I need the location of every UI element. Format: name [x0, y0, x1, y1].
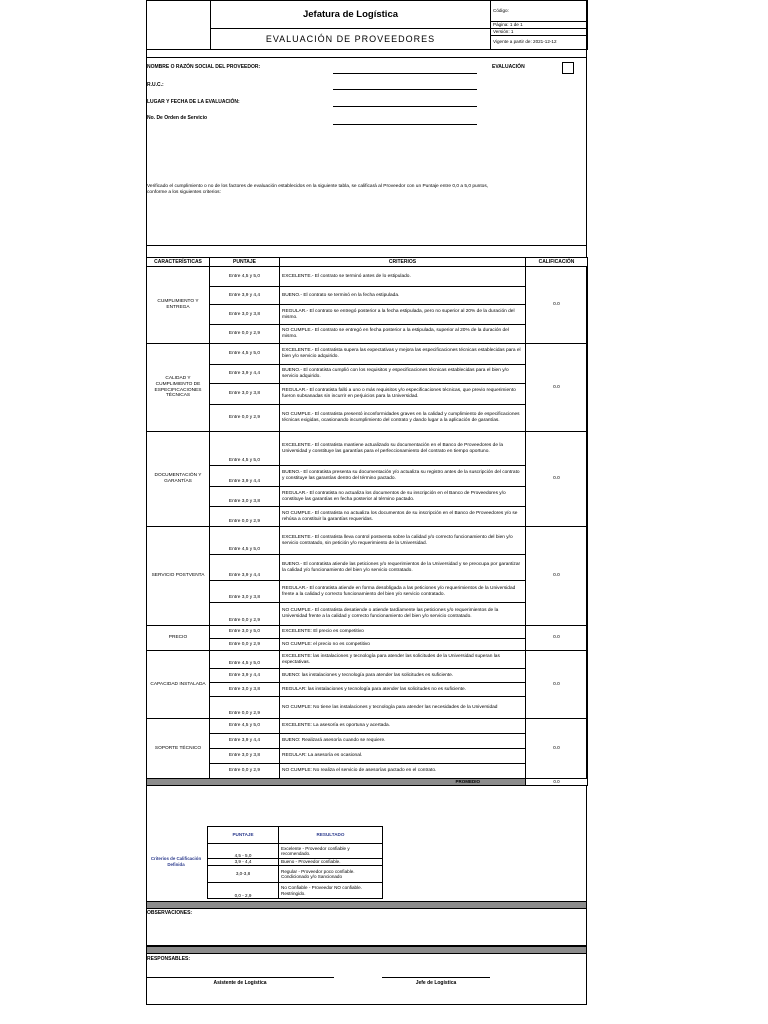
criteria-text: EXCELENTE.- El contratista mantiene actualizado su documentación en el Banco de Proveedores de la Universidad y constituye las garantías para el perfeccionamiento del contrato en tiempo oportuno. [280, 432, 526, 466]
criteria-text: EXCELENTE.- El contratista lleva control postventa sobre la calidad y/o correcto funcionamiento del bien y/o servicio contratado, sin petición y/o requerimiento de la Universidad. [280, 527, 526, 555]
score-cell[interactable]: 0.0 [526, 719, 588, 779]
criteria-row [147, 683, 588, 697]
points-range: Entre 3,0 y 5,0 [210, 626, 280, 639]
meta-version: Versión: 1 [491, 29, 588, 36]
score-cell[interactable]: 0.0 [526, 267, 588, 344]
points-range: Entre 0,0 y 2,9 [210, 603, 280, 626]
criteria-text: EXCELENTE: El precio es competitivo [280, 626, 526, 639]
criteria-text: BUENO.- El contratista atiende las peticiones y/o requerimientos de la Universidad y se preocupa por garantizar la calidad y/o funcionamiento del bien y/o servicio contratado. [280, 555, 526, 581]
supplier-label: NOMBRE O RAZÓN SOCIAL DEL PROVEEDOR: [147, 64, 261, 70]
ruc-input-line[interactable] [333, 89, 477, 90]
signature-line-chief [382, 977, 490, 978]
criteria-text: NO CUMPLE.- El contratista presentó inconformidades graves en la calidad y cumplimiento de especificaciones técnicas exigidas, ocasionando incumplimiento del contrato y dando lugar a la aplicación de garantías. [280, 405, 526, 432]
form-bottom-line [146, 245, 587, 246]
points-range: Entre 0,0 y 2,9 [210, 764, 280, 779]
criteria-text: NO CUMPLE: No realiza el servicio de asesorías pactado en el contrato. [280, 764, 526, 779]
points-range: Entre 3,0 y 3,8 [210, 305, 280, 325]
logo-cell [147, 1, 211, 50]
meta-valid-from: Vigente a partir de: 2021-12-12 [491, 36, 588, 50]
criteria-row [147, 651, 588, 669]
responsibles-band [146, 946, 587, 954]
criteria-row [147, 749, 588, 764]
legend-result: Bueno - Proveedor confiable. [279, 859, 383, 866]
criteria-text: REGULAR.- El contratista atiende en forma desobligada a las peticiones y/o requerimientos de la Universidad frente a la calidad y correcto funcionamiento del bien y/o servicio contratado. [280, 581, 526, 603]
criteria-row [147, 405, 588, 432]
points-range: Entre 0,0 y 2,9 [210, 405, 280, 432]
document-header [146, 0, 588, 50]
points-range: Entre 4,5 y 5,0 [210, 719, 280, 734]
criteria-text: EXCELENTE.- El contrato se terminó antes de lo estipulado. [280, 267, 526, 287]
criteria-text: EXCELENTE: las instalaciones y tecnología para atender las solicitudes de la Universidad superan las expectativas. [280, 651, 526, 669]
criteria-row [147, 466, 588, 487]
observations-label: OBSERVACIONES: [147, 910, 193, 916]
instructions-note: Verificado el cumplimiento o no de los factores de evaluación establecidos en la siguiente tabla, se calificará al Proveedor con un Puntaje entre 0,0 a 5,0 puntos, conforme a los siguientes criterios: [147, 184, 489, 196]
legend-title: Criterios de Calificación Definida [150, 856, 202, 867]
points-range: Entre 3,9 y 4,4 [210, 669, 280, 683]
criteria-text: EXCELENTE.- El contratista supera las expectativas y mejora las especificaciones técnicas establecidas para el bien y/o servicio adquirido. [280, 344, 526, 365]
points-range: Entre 3,9 y 4,4 [210, 734, 280, 749]
service-order-label: No. De Orden de Servicio [147, 115, 208, 121]
criteria-row [147, 581, 588, 603]
criteria-row [147, 365, 588, 384]
average-label: PROMEDIO [147, 779, 526, 786]
header-subtitle: EVALUACIÓN DE PROVEEDORES [211, 29, 491, 50]
points-range: Entre 3,9 y 4,4 [210, 287, 280, 305]
characteristic-name: CUMPLIMIENTO Y ENTREGA [147, 267, 210, 344]
points-range: Entre 3,9 y 4,4 [210, 365, 280, 384]
criteria-text: EXCELENTE: La asesoría es oportuna y acertada. [280, 719, 526, 734]
signature-line-assistant [146, 977, 334, 978]
criteria-text: REGULAR: La asesoría es ocasional. [280, 749, 526, 764]
evaluation-checkbox[interactable] [562, 62, 574, 74]
score-cell[interactable]: 0.0 [526, 432, 588, 527]
score-cell[interactable]: 0.0 [526, 626, 588, 651]
points-range: Entre 3,9 y 4,4 [210, 555, 280, 581]
criteria-row [147, 639, 588, 651]
criteria-text: NO CUMPLE.- El contratista desatiende o atiende tardíamente las peticiones y/o requerimientos de la Universidad frente a la calidad y correcto funcionamiento del bien y/o servicio contratado. [280, 603, 526, 626]
col-header-score: CALIFICACIÓN [526, 258, 588, 267]
criteria-row [147, 487, 588, 507]
criteria-text: NO CUMPLE: el precio no es competitivo [280, 639, 526, 651]
points-range: Entre 0,0 y 2,9 [210, 697, 280, 719]
criteria-row [147, 344, 588, 365]
criteria-row [147, 764, 588, 779]
criteria-row [147, 603, 588, 626]
score-cell[interactable]: 0.0 [526, 344, 588, 432]
criteria-row [147, 626, 588, 639]
score-cell[interactable]: 0.0 [526, 651, 588, 719]
legend-points: 3,9 - 4,4 [208, 859, 279, 866]
criteria-text: BUENO.- El contratista presenta su documentación y/o actualiza su registro antes de la suscripción del contrato y constituye las garantías dentro del término pactado. [280, 466, 526, 487]
points-range: Entre 0,0 y 2,9 [210, 507, 280, 527]
form-top-line [146, 57, 587, 58]
characteristic-name: PRECIO [147, 626, 210, 651]
service-order-input-line[interactable] [333, 124, 477, 125]
points-range: Entre 4,5 y 5,0 [210, 651, 280, 669]
meta-page: Página: 1 de 1 [491, 22, 588, 29]
criteria-row [147, 527, 588, 555]
legend-points: 0,0 - 2,9 [208, 883, 279, 899]
criteria-text: BUENO.- El contratista cumplió con los requisitos y especificaciones técnicas establecidas para el bien y/o servicio adquirido. [280, 365, 526, 384]
evaluation-table [146, 257, 588, 786]
criteria-text: REGULAR: las instalaciones y tecnología para atender las solicitudes no es suficiente. [280, 683, 526, 697]
observations-band [146, 901, 587, 909]
criteria-row [147, 384, 588, 405]
criteria-text: BUENO.- El contrato se terminó en la fecha estipulada. [280, 287, 526, 305]
header-title: Jefatura de Logística [211, 1, 491, 29]
average-row [147, 779, 588, 786]
legend-table [207, 826, 383, 899]
legend-points: 4,5 - 5,0 [208, 844, 279, 859]
criteria-text: NO CUMPLE.- El contrato se entregó en fecha posterior a la estipulada, superior al 20% de la duración del mismo. [280, 325, 526, 344]
points-range: Entre 4,5 y 5,0 [210, 344, 280, 365]
criteria-row [147, 432, 588, 466]
points-range: Entre 4,5 y 5,0 [210, 432, 280, 466]
criteria-row [147, 267, 588, 287]
points-range: Entre 3,0 y 3,8 [210, 749, 280, 764]
criteria-row [147, 325, 588, 344]
criteria-row [147, 555, 588, 581]
points-range: Entre 3,0 y 3,8 [210, 487, 280, 507]
characteristic-name: CAPACIDAD INSTALADA [147, 651, 210, 719]
criteria-row [147, 287, 588, 305]
place-date-input-line[interactable] [333, 106, 477, 107]
col-header-points: PUNTAJE [210, 258, 280, 267]
signer-chief: Jefe de Logística [415, 980, 457, 986]
responsibles-label: RESPONSABLES: [147, 956, 191, 962]
score-cell[interactable]: 0.0 [526, 527, 588, 626]
criteria-text: NO CUMPLE: No tiene las instalaciones y tecnología para atender las necesidades de la Universidad [280, 697, 526, 719]
col-header-criteria: CRITERIOS [280, 258, 526, 267]
points-range: Entre 3,0 y 3,8 [210, 581, 280, 603]
criteria-row [147, 669, 588, 683]
criteria-row [147, 305, 588, 325]
legend-result: Regular - Proveedor poco confiable. Condicionado y/o Sancionado [279, 866, 383, 883]
points-range: Entre 0,0 y 2,9 [210, 639, 280, 651]
criteria-text: REGULAR.- El contrato se entregó posterior a la fecha estipulada, pero no superior al 20% de la duración del mismo. [280, 305, 526, 325]
evaluation-label: EVALUACIÓN [492, 64, 525, 70]
characteristic-name: SERVICIO POSTVENTA [147, 527, 210, 626]
points-range: Entre 0,0 y 2,9 [210, 325, 280, 344]
points-range: Entre 3,9 y 4,4 [210, 466, 280, 487]
ruc-label: R.U.C.: [147, 82, 164, 88]
legend-col-points: PUNTAJE [208, 827, 279, 844]
legend-result: Excelente - Proveedor confiable y recomendado. [279, 844, 383, 859]
criteria-row [147, 719, 588, 734]
points-range: Entre 4,5 y 5,0 [210, 527, 280, 555]
criteria-text: BUENO: Realizará asesoría cuando se requiere. [280, 734, 526, 749]
characteristic-name: SOPORTE TÉCNICO [147, 719, 210, 779]
points-range: Entre 4,5 y 5,0 [210, 267, 280, 287]
place-date-label: LUGAR Y FECHA DE LA EVALUACIÓN: [147, 99, 240, 105]
criteria-row [147, 734, 588, 749]
criteria-text: NO CUMPLE.- El contratista no actualiza los documentos de su inscripción en el Banco de Proveedores y/o se rehúsa a constituir la garantías requeridas. [280, 507, 526, 527]
criteria-row [147, 507, 588, 527]
average-value: 0.0 [526, 779, 588, 786]
legend-points: 3,0-3,8 [208, 866, 279, 883]
points-range: Entre 3,0 y 3,8 [210, 683, 280, 697]
legend-result: No Confiable - Proveedor NO confiable. Restringido. [279, 883, 383, 899]
characteristic-name: DOCUMENTACIÓN Y GARANTÍAS [147, 432, 210, 527]
legend-col-result: RESULTADO [279, 827, 383, 844]
signer-assistant: Asistente de Logística [213, 980, 267, 986]
criteria-text: BUENO: las instalaciones y tecnología para atender las solicitudes es suficiente. [280, 669, 526, 683]
supplier-input-line[interactable] [333, 73, 477, 74]
criteria-text: REGULAR.- El contratista falló a uno o más requisitos y/o especificaciones técnicas, que previo requerimiento fueron subsanadas sin incurrir en perjuicios para la Universidad. [280, 384, 526, 405]
criteria-text: REGULAR.- El contratista no actualiza los documentos de su inscripción en el Banco de Proveedores y/o constituye las garantías en fecha posterior al término pactado. [280, 487, 526, 507]
points-range: Entre 3,0 y 3,8 [210, 384, 280, 405]
col-header-characteristics: CARACTERÍSTICAS [147, 258, 210, 267]
characteristic-name: CALIDAD Y CUMPLIMIENTO DE ESPECIFICACIONES TÉCNICAS [147, 344, 210, 432]
criteria-row [147, 697, 588, 719]
meta-code: Código: [491, 1, 588, 22]
